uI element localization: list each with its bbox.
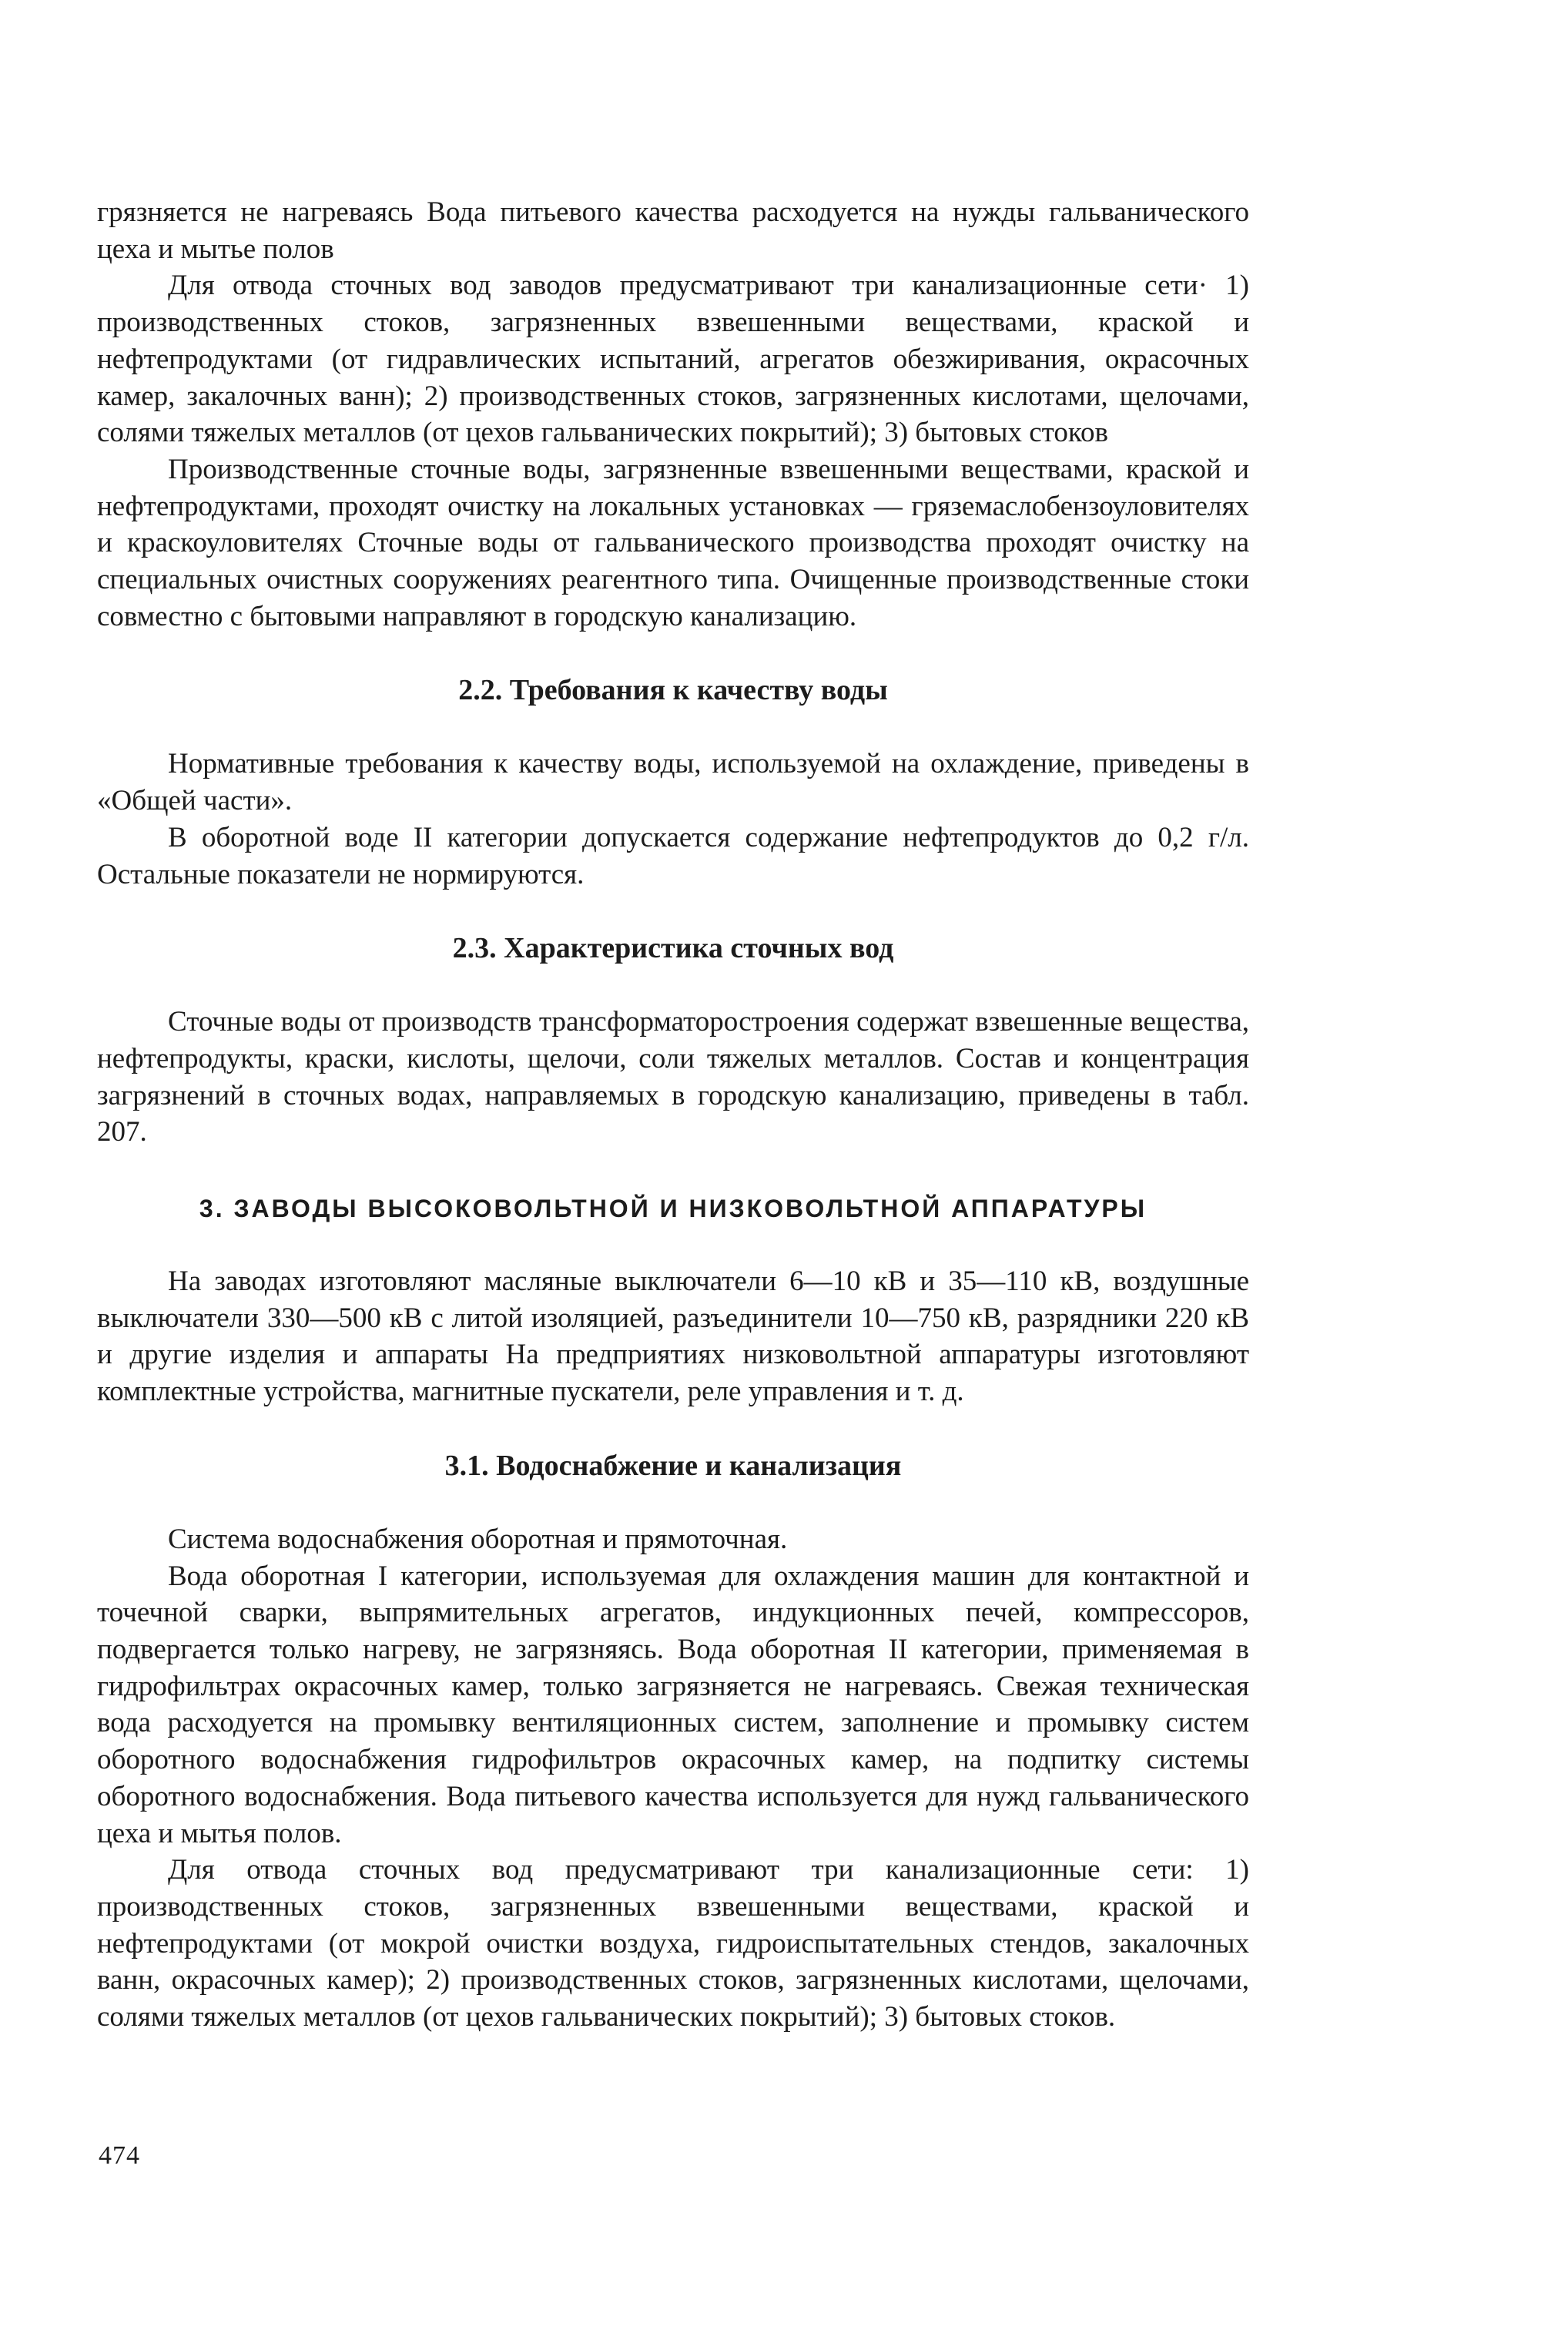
page-number: 474 [99,2141,140,2170]
paragraph: Для отвода сточных вод предусматривают три канализационные сети: 1) производственных стоков, загрязненных взвешенными веществами, краской и нефтепродуктами (от мокрой очистки воздуха, гидроиспытательных стендов, закалочных ванн, окрасочных камер); 2) производственных стоков, загрязненных кислотами, щелочами, солями тяжелых металлов (от цехов гальванических покрытий); 3) бытовых стоков. [97,1854,1249,2033]
spacer [97,1484,1249,1521]
spacer [97,967,1249,1004]
spacer [97,1151,1249,1191]
page-content [97,194,1249,2036]
paragraph: Система водоснабжения оборотная и прямоточная. [168,1523,788,1555]
spacer [97,635,1249,672]
section-heading: 2.2. Требования к качеству воды [458,674,888,707]
section-heading: 3.1. Водоснабжение и канализация [444,1449,902,1482]
spacer [97,1410,1249,1447]
spacer [97,709,1249,746]
paragraph: грязняется не нагреваясь Вода питьевого качества расходуется на нужды гальванического цеха и мытье полов [97,196,1249,265]
paragraph: На заводах изготовляют масляные выключатели 6—10 кВ и 35—110 кВ, воздушные выключатели 330—500 кВ с литой изоляцией, разъединители 10—750 кВ, разрядники 220 кВ и другие изделия и аппараты На предприятиях низковольтной аппаратуры изготовляют комплектные устройства, магнитные пускатели, реле управления и т. д. [97,1266,1249,1408]
paragraph: Вода оборотная I категории, используемая для охлаждения машин для контактной и точечной сварки, выпрямительных агрегатов, индукционных печей, компрессоров, подвергается только нагреву, не загрязняясь. Вода оборотная II категории, применяемая в гидрофильтрах окрасочных камер, только загрязняется не нагреваясь. Свежая техническая вода расходуется на промывку вентиляционных систем, заполнение и промывку систем оборотного водоснабжения гидрофильтров окрасочных камер, на подпитку системы оборотного водоснабжения. Вода питьевого качества используется для нужд гальванического цеха и мытья полов. [97,1560,1249,1849]
paragraph: Производственные сточные воды, загрязненные взвешенными веществами, краской и нефтепродуктами, проходят очистку на локальных установках — гряземаслобензоуловителях и краскоуловителях Сточные воды от гальванического производства проходят очистку на специальных очистных сооружениях реагентного типа. Очищенные производственные стоки совместно с бытовыми направляют в городскую канализацию. [97,453,1249,632]
paragraph: Для отвода сточных вод заводов предусматривают три канализационные сети· 1) производственных стоков, загрязненных взвешенными веществами, краской и нефтепродуктами (от гидравлических испытаний, агрегатов обезжиривания, окрасочных камер, закалочных ванн); 2) производственных стоков, загрязненных кислотами, щелочами, солями тяжелых металлов (от цехов гальванических покрытий); 3) бытовых стоков [97,270,1249,449]
paragraph: В оборотной воде II категории допускается содержание нефтепродуктов до 0,2 г/л. Остальные показатели не нормируются. [97,821,1249,890]
paragraph: Сточные воды от производств трансформаторостроения содержат взвешенные вещества, нефтепродукты, краски, кислоты, щелочи, соли тяжелых металлов. Состав и концентрация загрязнений в сточных водах, направляемых в городскую канализацию, приведены в табл. 207. [97,1006,1249,1148]
spacer [97,1226,1249,1263]
paragraph: Нормативные требования к качеству воды, используемой на охлаждение, приведены в «Общей части». [97,748,1249,817]
section-heading: 2.3. Характеристика сточных вод [452,932,894,965]
chapter-heading: 3. ЗАВОДЫ ВЫСОКОВОЛЬТНОЙ И НИЗКОВОЛЬТНОЙ АППАРАТУРЫ [199,1195,1148,1223]
spacer [97,893,1249,930]
